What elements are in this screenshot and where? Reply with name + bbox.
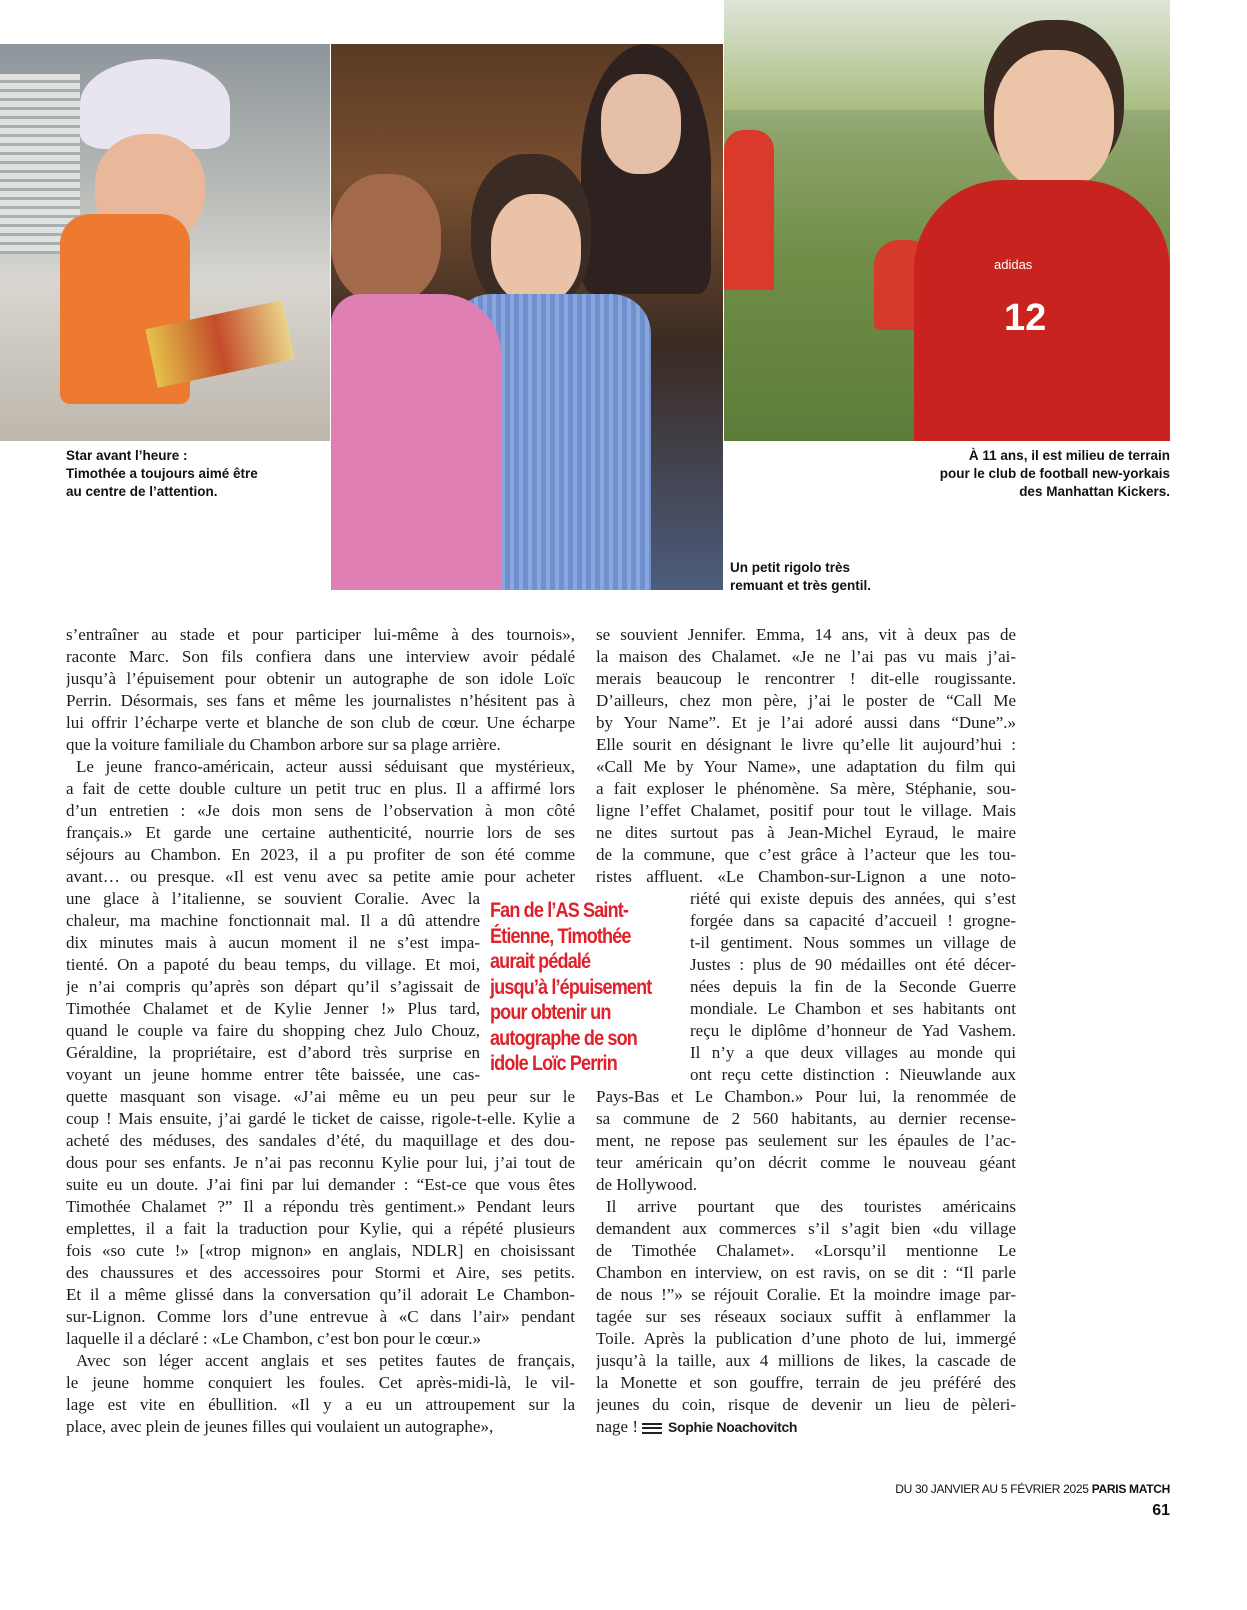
article-line: des chaussures et des accessoires pour Stormi et Aire, ses petits. [66,1263,575,1282]
caption-left-photo [66,447,258,501]
end-mark-icon [642,1423,662,1434]
article-line: d’un entretien : «Je dois mon sens de l’observation à mon côté [66,801,575,820]
boy-face [994,50,1114,190]
article-line: Elle sourit en désignant le livre qu’elle lit aujourd’hui : [596,735,1016,754]
article-line: mondiale. Le Chambon et ses habitants ont [690,999,1016,1018]
article-line: acheté des méduses, des sandales d’été, du maquillage et des dou- [66,1131,575,1150]
girl-face-left [331,174,441,304]
article-line: de Timothée Chalamet». «Lorsqu’il mentionne Le [596,1241,1016,1260]
article-line: ont reçu cette distinction : Nieuwlande aux [690,1065,1016,1084]
article-line: riété qui existe depuis des années, qui s’est [690,889,1016,908]
article-line: jeunes du coin, risque de devenir un lieu de pèleri- [596,1395,1016,1414]
pull-quote [490,898,688,1077]
article-line: sa commune de 2 560 habitants, au dernier recense- [596,1109,1016,1128]
page-number: 61 [1152,1502,1170,1519]
page-footer [895,1482,1170,1496]
article-line: que la voiture familiale du Chambon arbore sur sa plage arrière. [66,735,501,754]
caption-line: remuant et très gentil. [730,578,872,593]
article-line-text: nage ! [596,1417,639,1436]
boy-face [491,194,581,304]
article-line: quand le couple va faire du shopping chez Julo Chouz, [66,1021,480,1040]
article-line: t-il gentiment. Nous sommes un village de [690,933,1016,952]
article-line: ment, ne repose pas seulement sur les épaules de l’ac- [596,1131,1016,1150]
pull-quote-line: aurait pédalé [490,950,591,973]
pull-quote-line: jusqu’à l’épuisement [490,975,652,999]
article-line: Et il a même glissé dans la conversation qu’il adorait Le Chambon- [66,1285,575,1304]
article-line: merais beaucoup le rencontrer ! dit-elle rougissante. [596,669,1016,688]
article-line: raconte Marc. Son fils confiera dans une interview avoir pédalé [66,647,575,666]
article-line: Justes : plus de 90 médailles ont été décer- [690,955,1016,974]
photo-party-kids [331,44,723,590]
article-line: de la commune, que c’est grâce à l’acteur que les tou- [596,845,1016,864]
pull-quote-line: Fan de l’AS Saint- [490,899,629,922]
article-line: Géraldine, la propriétaire, est d’abord très surprise en [66,1043,480,1062]
caption-line: Timothée a toujours aimé être [66,466,258,481]
player-left [724,130,774,290]
article-line: ne dites surtout pas à Jean-Michel Eyraud, le maire [596,823,1016,842]
caption-line: au centre de l’attention. [66,484,218,499]
article-line: Timothée Chalamet ?” Il a répondu très gentiment.» Pendant leurs [66,1197,575,1216]
jersey-brand: adidas [994,257,1033,272]
article-line: quette masquant son visage. «J’ai même eu un peu peur sur le [66,1087,575,1106]
red-jersey [914,180,1170,441]
author-signature: Sophie Noachovitch [668,1419,798,1435]
article-line: reçu le diplôme d’honneur de Yad Vashem. [690,1021,1016,1040]
article-line: Il arrive pourtant que des touristes américains [606,1197,1016,1216]
article-line: emplettes, il a fait la traduction pour Kylie, qui a répété plusieurs [66,1219,575,1238]
pull-quote-line: autographe de son [490,1026,637,1050]
jersey-number: 12 [1004,297,1047,339]
article-line: fois «so cute !» [«trop mignon» en anglais, NDLR] en choisissant [66,1241,575,1260]
magazine-name: PARIS MATCH [1091,1482,1170,1496]
girl-face [601,74,681,174]
article-line: dix minutes mais à aucun moment il ne s’est impa- [66,933,480,952]
caption-line: Un petit rigolo très [730,560,851,575]
article-line: place, avec plein de jeunes filles qui voulaient un autographe», [66,1417,494,1436]
article-line: a fait de cette double culture un petit truc en plus. Il a affirmé lors [66,779,575,798]
article-line: lage est vite en ébullition. «Il y a eu un attroupement sur la [66,1395,575,1414]
article-line: demandent aux commerces s’il s’agit bien «du village [596,1219,1016,1238]
article-line: la maison des Chalamet. «Je ne l’ai pas vu mais j’ai- [596,647,1016,666]
article-line: suite eu un doute. J’ai fini par lui demander : “Est-ce que vous êtes [66,1175,575,1194]
article-line: «Call Me by Your Name», une adaptation du film qui [596,757,1016,776]
caption-line: Star avant l’heure : [66,448,188,463]
article-line: Avec son léger accent anglais et ses petites fautes de français, [76,1351,575,1370]
article-line: a fait exploser le phénomène. Sa mère, Stéphanie, sou- [596,779,1016,798]
pull-quote-line: pour obtenir un [490,1001,611,1024]
article-line: avant… ou presque. «Il est venu avec sa petite amie pour acheter [66,867,575,886]
article-line: séjours au Chambon. En 2023, il a pu profiter de son été comme [66,845,575,864]
caption-line: des Manhattan Kickers. [1019,484,1170,499]
photo-soccer-field [724,0,1170,441]
caption-line: À 11 ans, il est milieu de terrain [968,448,1170,463]
pull-quote-line: Étienne, Timothée [490,924,631,948]
article-line: je n’ai compris qu’après son départ qu’il s’agissait de [66,977,480,996]
article-line: la Monette et son gouffre, terrain de jeu préféré des [596,1373,1016,1392]
article-line: Il n’y a que deux villages au monde qui [690,1043,1016,1062]
article-line: s’entraîner au stade et pour participer lui-même à des tournois», [66,625,575,644]
article-line: Chambon en interview, on est ravis, on se dit : “Il parle [596,1263,1016,1282]
article-line: D’ailleurs, chez mon père, j’ai le poster de “Call Me [596,691,1016,710]
caption-line: pour le club de football new-yorkais [939,466,1170,481]
article-line: le jeune homme conquiert les foules. Cet après-midi-là, le vil- [66,1373,575,1392]
article-line [596,1416,1016,1438]
article-line: nées depuis la fin de la Seconde Guerre [690,977,1016,996]
article-line: sur-Lignon. Comme lors d’une entrevue à «C dans l’air» pendant [66,1307,575,1326]
article-line: lui offrir l’écharpe verte et blanche de son club de cœur. Une écharpe [66,713,575,732]
caption-middle-photo [730,559,871,595]
article-line: se souvient Jennifer. Emma, 14 ans, vit à deux pas de [596,625,1016,644]
caption-right-photo [940,447,1170,501]
article-line: teur américain qu’on décrit comme le nouveau géant [596,1153,1016,1172]
article-line: laquelle il a déclaré : «Le Chambon, c’est bon pour le cœur.» [66,1329,481,1348]
article-line: forgée dans sa capacité d’accueil ! grogne- [690,911,1016,930]
article-line: Le jeune franco-américain, acteur aussi séduisant que mystérieux, [76,757,575,776]
article-line: de nous !”» se réjouit Coralie. Et la moindre image par- [596,1285,1016,1304]
article-line: ristes affluent. «Le Chambon-sur-Lignon a une noto- [596,867,1016,886]
pink-shirt [331,294,501,590]
article-line: Perrin. Désormais, ses fans et même les journalistes n’hésitent pas à [66,691,575,710]
article-line: de Hollywood. [596,1175,698,1194]
article-line: coup ! Mais ensuite, j’ai gardé le ticket de caisse, rigole-t-elle. Kylie a [66,1109,575,1128]
article-line: jusqu’à la taille, aux 4 millions de likes, la cascade de [596,1351,1016,1370]
article-line: tienté. On a papoté du beau temps, du village. Et moi, [66,955,480,974]
article-line: Timothée Chalamet et de Kylie Jenner !» Plus tard, [66,999,480,1018]
article-line: tagée sur ses réseaux sociaux suffit à enflammer la [596,1307,1016,1326]
article-line: ligne l’effet Chalamet, positif pour tout le village. Mais [596,801,1016,820]
article-line: Pays-Bas et Le Chambon.» Pour lui, la renommée de [596,1087,1016,1106]
article-line: jusqu’à l’épuisement pour obtenir un autographe de son idole Loïc [66,669,575,688]
article-line: Toile. Après la publication d’une photo de lui, immergé [596,1329,1016,1348]
issue-dates: DU 30 JANVIER AU 5 FÉVRIER 2025 [895,1482,1089,1496]
photo-child-reading-comic [0,44,330,441]
article-line: by Your Name”. Et je l’ai adoré aussi dans “Dune”.» [596,713,1016,732]
article-line: chaleur, ma machine fonctionnait mal. Il a dû attendre [66,911,480,930]
article-line: une glace à l’italienne, se souvient Coralie. Avec la [66,889,480,908]
pull-quote-line: idole Loïc Perrin [490,1052,617,1075]
article-line: voyant un jeune homme entrer tête baissée, une cas- [66,1065,480,1084]
article-line: français.» Et garde une certaine authenticité, nourrie lors de ses [66,823,575,842]
article-line: dous pour ses enfants. Je n’ai pas reconnu Kylie pour lui, j’ai tout de [66,1153,575,1172]
